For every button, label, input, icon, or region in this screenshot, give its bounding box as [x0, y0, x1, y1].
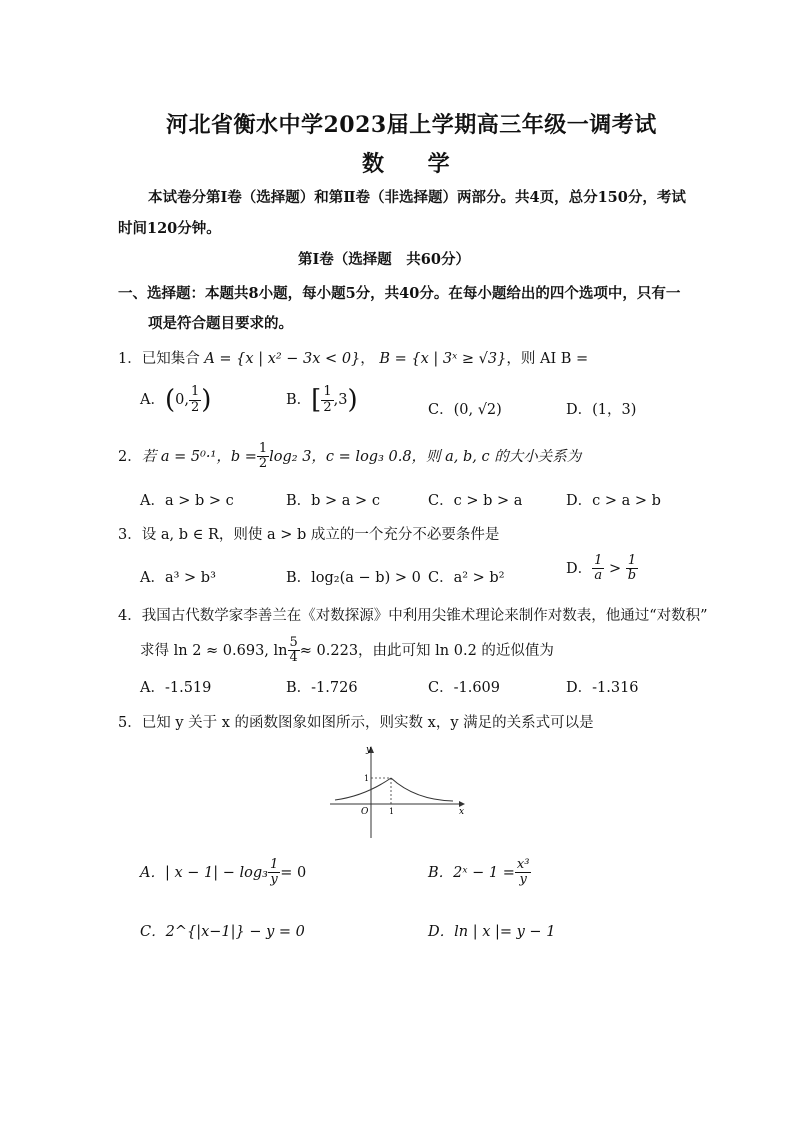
q5-option-a-label: A．| x − 1| − log₃ [140, 864, 268, 881]
intro-line-1: 本试卷分第Ⅰ卷（选择题）和第Ⅱ卷（非选择题）两部分。共4页，总分150分，考试 [148, 189, 686, 206]
x-axis-label: x [459, 807, 465, 817]
question-5 [118, 711, 594, 732]
q4-line-2-pre: 求得 ln 2 ≈ 0.693, ln [140, 642, 288, 659]
q4-option-d[interactable]: D．-1.316 [566, 680, 639, 696]
page-title: 河北省衡水中学2023届上学期高三年级一调考试 [166, 112, 657, 138]
curve-left [335, 778, 391, 800]
q5-option-d[interactable]: D．ln | x |= y − 1 [428, 924, 556, 940]
question-3 [118, 523, 499, 544]
q1-text-post: ，则 AI B = [506, 351, 589, 367]
q1-option-b[interactable]: B．[ $\frac{1}{2}$ ,3) [286, 384, 358, 415]
q5-option-c[interactable]: C．2^{|x−1|} − y = 0 [140, 924, 305, 940]
q1-option-a-label: A． [140, 392, 165, 408]
q1-text-pre: 已知集合 [141, 351, 200, 367]
subject-title: 数 学 [362, 151, 468, 177]
q1-option-b-label: B． [286, 392, 312, 408]
q3-text: 设 a, b ∈ R，则使 a > b 成立的一个充分不必要条件是 [141, 527, 500, 543]
q1-set-b: B = {x | 3ˣ ≥ √3} [379, 351, 507, 367]
q1-set-a: A = {x | x² − 3x < 0} [204, 351, 361, 367]
origin-label: O [361, 807, 369, 817]
q5-option-a[interactable]: A．| x − 1| − log₃ $\frac{1}{y}$ = 0 [140, 857, 307, 888]
x-tick-label: 1 [389, 807, 395, 816]
q2-text-pre: 若 a = 5⁰·¹，b = [141, 448, 257, 465]
q3-option-c[interactable]: C．a² > b² [428, 570, 505, 586]
q1-option-c[interactable]: C．(0, √2) [428, 402, 502, 418]
intro-line-2: 时间120分钟。 [118, 220, 221, 237]
q4-line-1: 我国古代数学家李善兰在《对数探源》中利用尖锥术理论来制作对数表，他通过“对数积” [141, 608, 708, 624]
q2-option-a[interactable]: A．a > b > c [140, 493, 234, 509]
q3-option-d[interactable]: D． $\frac{1}{a}$ > $\frac{1}{b}$ [566, 553, 637, 584]
y-axis-label: y [366, 745, 372, 755]
q5-option-a-tail: = 0 [280, 864, 307, 881]
q1-option-a[interactable]: A．(0, $\frac{1}{2}$ ) [140, 384, 212, 415]
q4-option-c[interactable]: C．-1.609 [428, 680, 501, 696]
section-title: 第Ⅰ卷（选择题 共60分） [298, 251, 470, 268]
section-instruction-2: 项是符合题目要求的。 [148, 315, 293, 332]
q5-function-graph [325, 740, 470, 840]
q2-number: 2． [118, 448, 142, 465]
q4-option-b[interactable]: B．-1.726 [286, 680, 358, 696]
q5-option-b[interactable]: B．2ˣ − 1 = $\frac{\text{x³}}{y}$ [428, 857, 530, 888]
q1-number: 1． [118, 351, 142, 367]
q4-option-a[interactable]: A．-1.519 [140, 680, 212, 696]
question-2: 2．若 a = 5⁰·¹，b = $\frac{1}{2}$ log₂ 3，c = log₃ 0.8，则 a, b, c 的大小关系为 [118, 441, 582, 472]
q5-number: 5． [118, 715, 142, 731]
q4-line-2: 求得 ln 2 ≈ 0.693, ln $\frac{5}{4}$ ≈ 0.223，由此可知 ln 0.2 的近似值为 [140, 635, 554, 666]
q5-text: 已知 y 关于 x 的函数图象如图所示，则实数 x，y 满足的关系式可以是 [141, 715, 594, 731]
q2-option-d[interactable]: D．c > a > b [566, 493, 661, 509]
q3-option-d-label: D． [566, 560, 593, 577]
y-tick-label: 1 [364, 774, 370, 783]
q4-line-2-post: ≈ 0.223，由此可知 ln 0.2 的近似值为 [299, 642, 554, 659]
section-instruction-1: 一、选择题：本题共8小题，每小题5分，共40分。在每小题给出的四个选项中，只有一 [118, 285, 681, 302]
q3-option-b[interactable]: B．log₂(a − b) > 0 [286, 570, 421, 586]
q5-option-b-label: B．2ˣ − 1 = [428, 864, 515, 881]
q3-number: 3． [118, 527, 142, 543]
q1-option-d[interactable]: D．(1，3) [566, 402, 637, 418]
curve-right [391, 778, 453, 801]
q2-option-b[interactable]: B．b > a > c [286, 493, 380, 509]
q2-option-c[interactable]: C．c > b > a [428, 493, 523, 509]
question-1: 1．已知集合 A = {x | x² − 3x < 0}， B = {x | 3ˣ ≥ √3}，则 AI B = [118, 351, 589, 367]
q3-option-a[interactable]: A．a³ > b³ [140, 570, 216, 586]
question-4 [118, 604, 708, 625]
q4-number: 4． [118, 608, 142, 624]
q2-b-tail: log₂ 3，c = log₃ 0.8，则 a, b, c 的大小关系为 [269, 448, 582, 465]
